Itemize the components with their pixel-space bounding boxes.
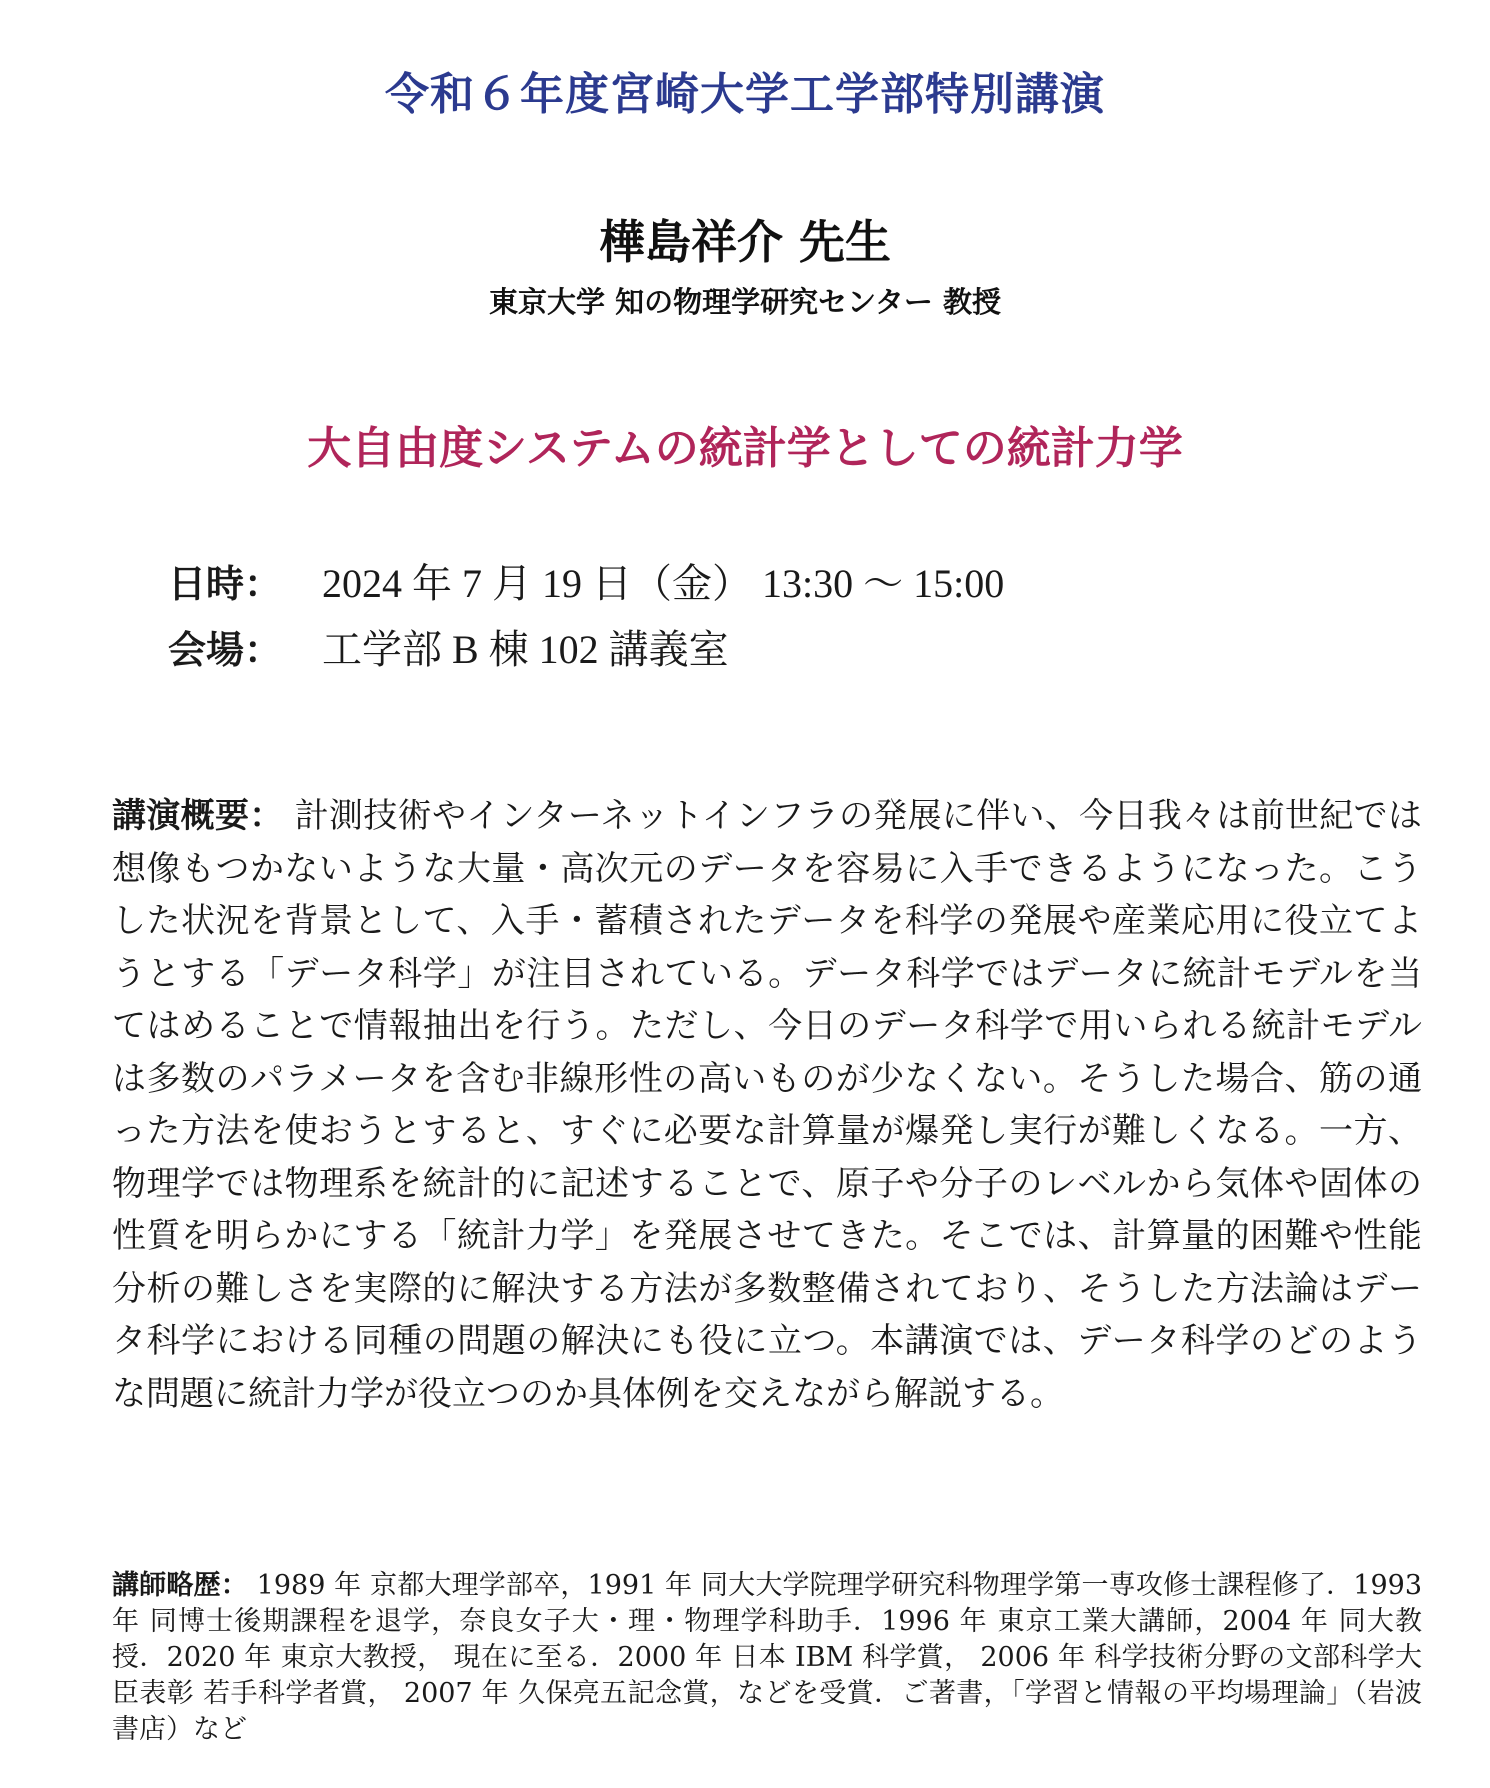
event-title: 令和６年度宮崎大学工学部特別講演: [385, 69, 1105, 120]
speaker-affiliation: 東京大学 知の物理学研究センター 教授: [488, 285, 1002, 319]
venue-row: [168, 618, 1368, 675]
bio-label: 講師略歴：: [112, 1570, 248, 1601]
date-value: 2024 年 7 月 19 日（金） 13:30 〜 15:00: [322, 561, 1005, 606]
venue-value: 工学部 B 棟 102 講義室: [322, 627, 729, 672]
venue-label: 会場：: [168, 628, 283, 672]
date-row: [168, 552, 1368, 609]
lecture-title: 大自由度システムの統計学としての統計力学: [307, 423, 1183, 474]
bio-text: 1989 年 京都大理学部卒，1991 年 同大大学院理学研究科物理学第一専攻修士課程修了．1993 年 同博士後期課程を退学，奈良女子大・理・物理学科助手．1996 年 東京工業大講師，2004 年 同大教授．2020 年 東京大教授， 現在に至る．2000 年 日本 IBM 科学賞， 2006 年 科学技術分野の文部科学大臣表彰 若手科学者賞， 2007 年 久保亮五記念賞，などを受賞．ご著書，「学習と情報の平均場理論」（岩波書店）など: [112, 1570, 1422, 1745]
date-label: 日時：: [168, 562, 283, 606]
abstract-label: 講演概要：: [112, 796, 284, 836]
speaker-name: 樺島祥介 先生: [598, 215, 891, 269]
abstract-paragraph: [112, 790, 1422, 1420]
bio-paragraph: [112, 1568, 1422, 1748]
abstract-text: 計測技術やインターネットインフラの発展に伴い、今日我々は前世紀では想像もつかないような大量・高次元のデータを容易に入手できるようになった。こうした状況を背景として、入手・蓄積されたデータを科学の発展や産業応用に役立てようとする「データ科学」が注目されている。データ科学ではデータに統計モデルを当てはめることで情報抽出を行う。ただし、今日のデータ科学で用いられる統計モデルは多数のパラメータを含む非線形性の高いものが少なくない。そうした場合、筋の通った方法を使おうとすると、すぐに必要な計算量が爆発し実行が難しくなる。一方、物理学では物理系を統計的に記述することで、原子や分子のレベルから気体や固体の性質を明らかにする「統計力学」を発展させてきた。そこでは、計算量的困難や性能分析の難しさを実際的に解決する方法が多数整備されており、そうした方法論はデータ科学における同種の問題の解決にも役に立つ。本講演では、データ科学のどのような問題に統計力学が役立つのか具体例を交えながら解説する。: [112, 796, 1422, 1414]
